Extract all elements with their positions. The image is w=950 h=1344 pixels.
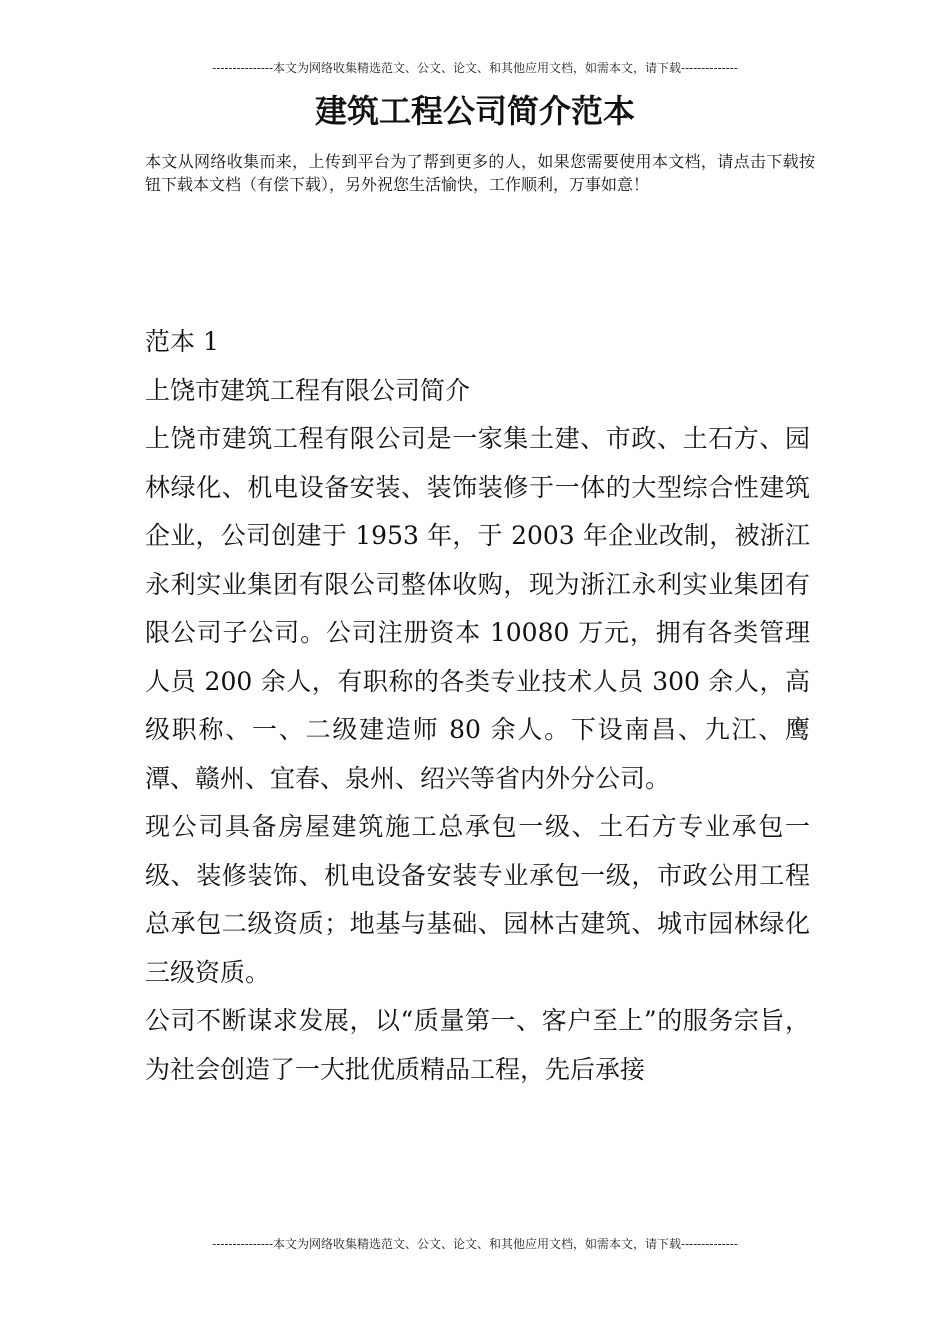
body-paragraph: 上饶市建筑工程有限公司是一家集土建、市政、土石方、园林绿化、机电设备安装、装饰装修于一体的大型综合性建筑企业，公司创建于 1953 年，于 2003 年企业改制，被浙江永利实业集团有限公司整体收购，现为浙江永利实业集团有限公司子公司。公司注册资本 10080 万元，拥有各类管理人员 200 余人，有职称的各类专业技术人员 300 余人，高级职称、一、二级建造师 80 余人。下设南昌、九江、鹰潭、赣州、宜春、泉州、绍兴等省内外分公司。 [145, 424, 810, 793]
body-paragraph: 现公司具备房屋建筑施工总承包一级、土石方专业承包一级、装修装饰、机电设备安装专业承包一级，市政公用工程总承包二级资质；地基与基础、园林古建筑、城市园林绿化三级资质。 [145, 812, 810, 987]
footer-note: ---------------本文为网络收集精选范文、公文、论文、和其他应用文档，如需本文，请下载-------------- [212, 1237, 738, 1251]
body-paragraph: 公司不断谋求发展，以“质量第一、客户至上”的服务宗旨，为社会创造了一大批优质精品工程，先后承接 [145, 1006, 810, 1084]
section-heading: 上饶市建筑工程有限公司简介 [145, 375, 471, 405]
intro-paragraph: 本文从网络收集而来，上传到平台为了帮到更多的人，如果您需要使用本文档，请点击下载按钮下载本文档（有偿下载），另外祝您生活愉快，工作顺利，万事如意！ [145, 152, 815, 194]
document-body [145, 318, 810, 1094]
header-note: ---------------本文为网络收集精选范文、公文、论文、和其他应用文档，如需本文，请下载-------------- [212, 61, 738, 75]
section-label: 范本 1 [145, 327, 219, 356]
document-title: 建筑工程公司简介范本 [314, 92, 635, 130]
